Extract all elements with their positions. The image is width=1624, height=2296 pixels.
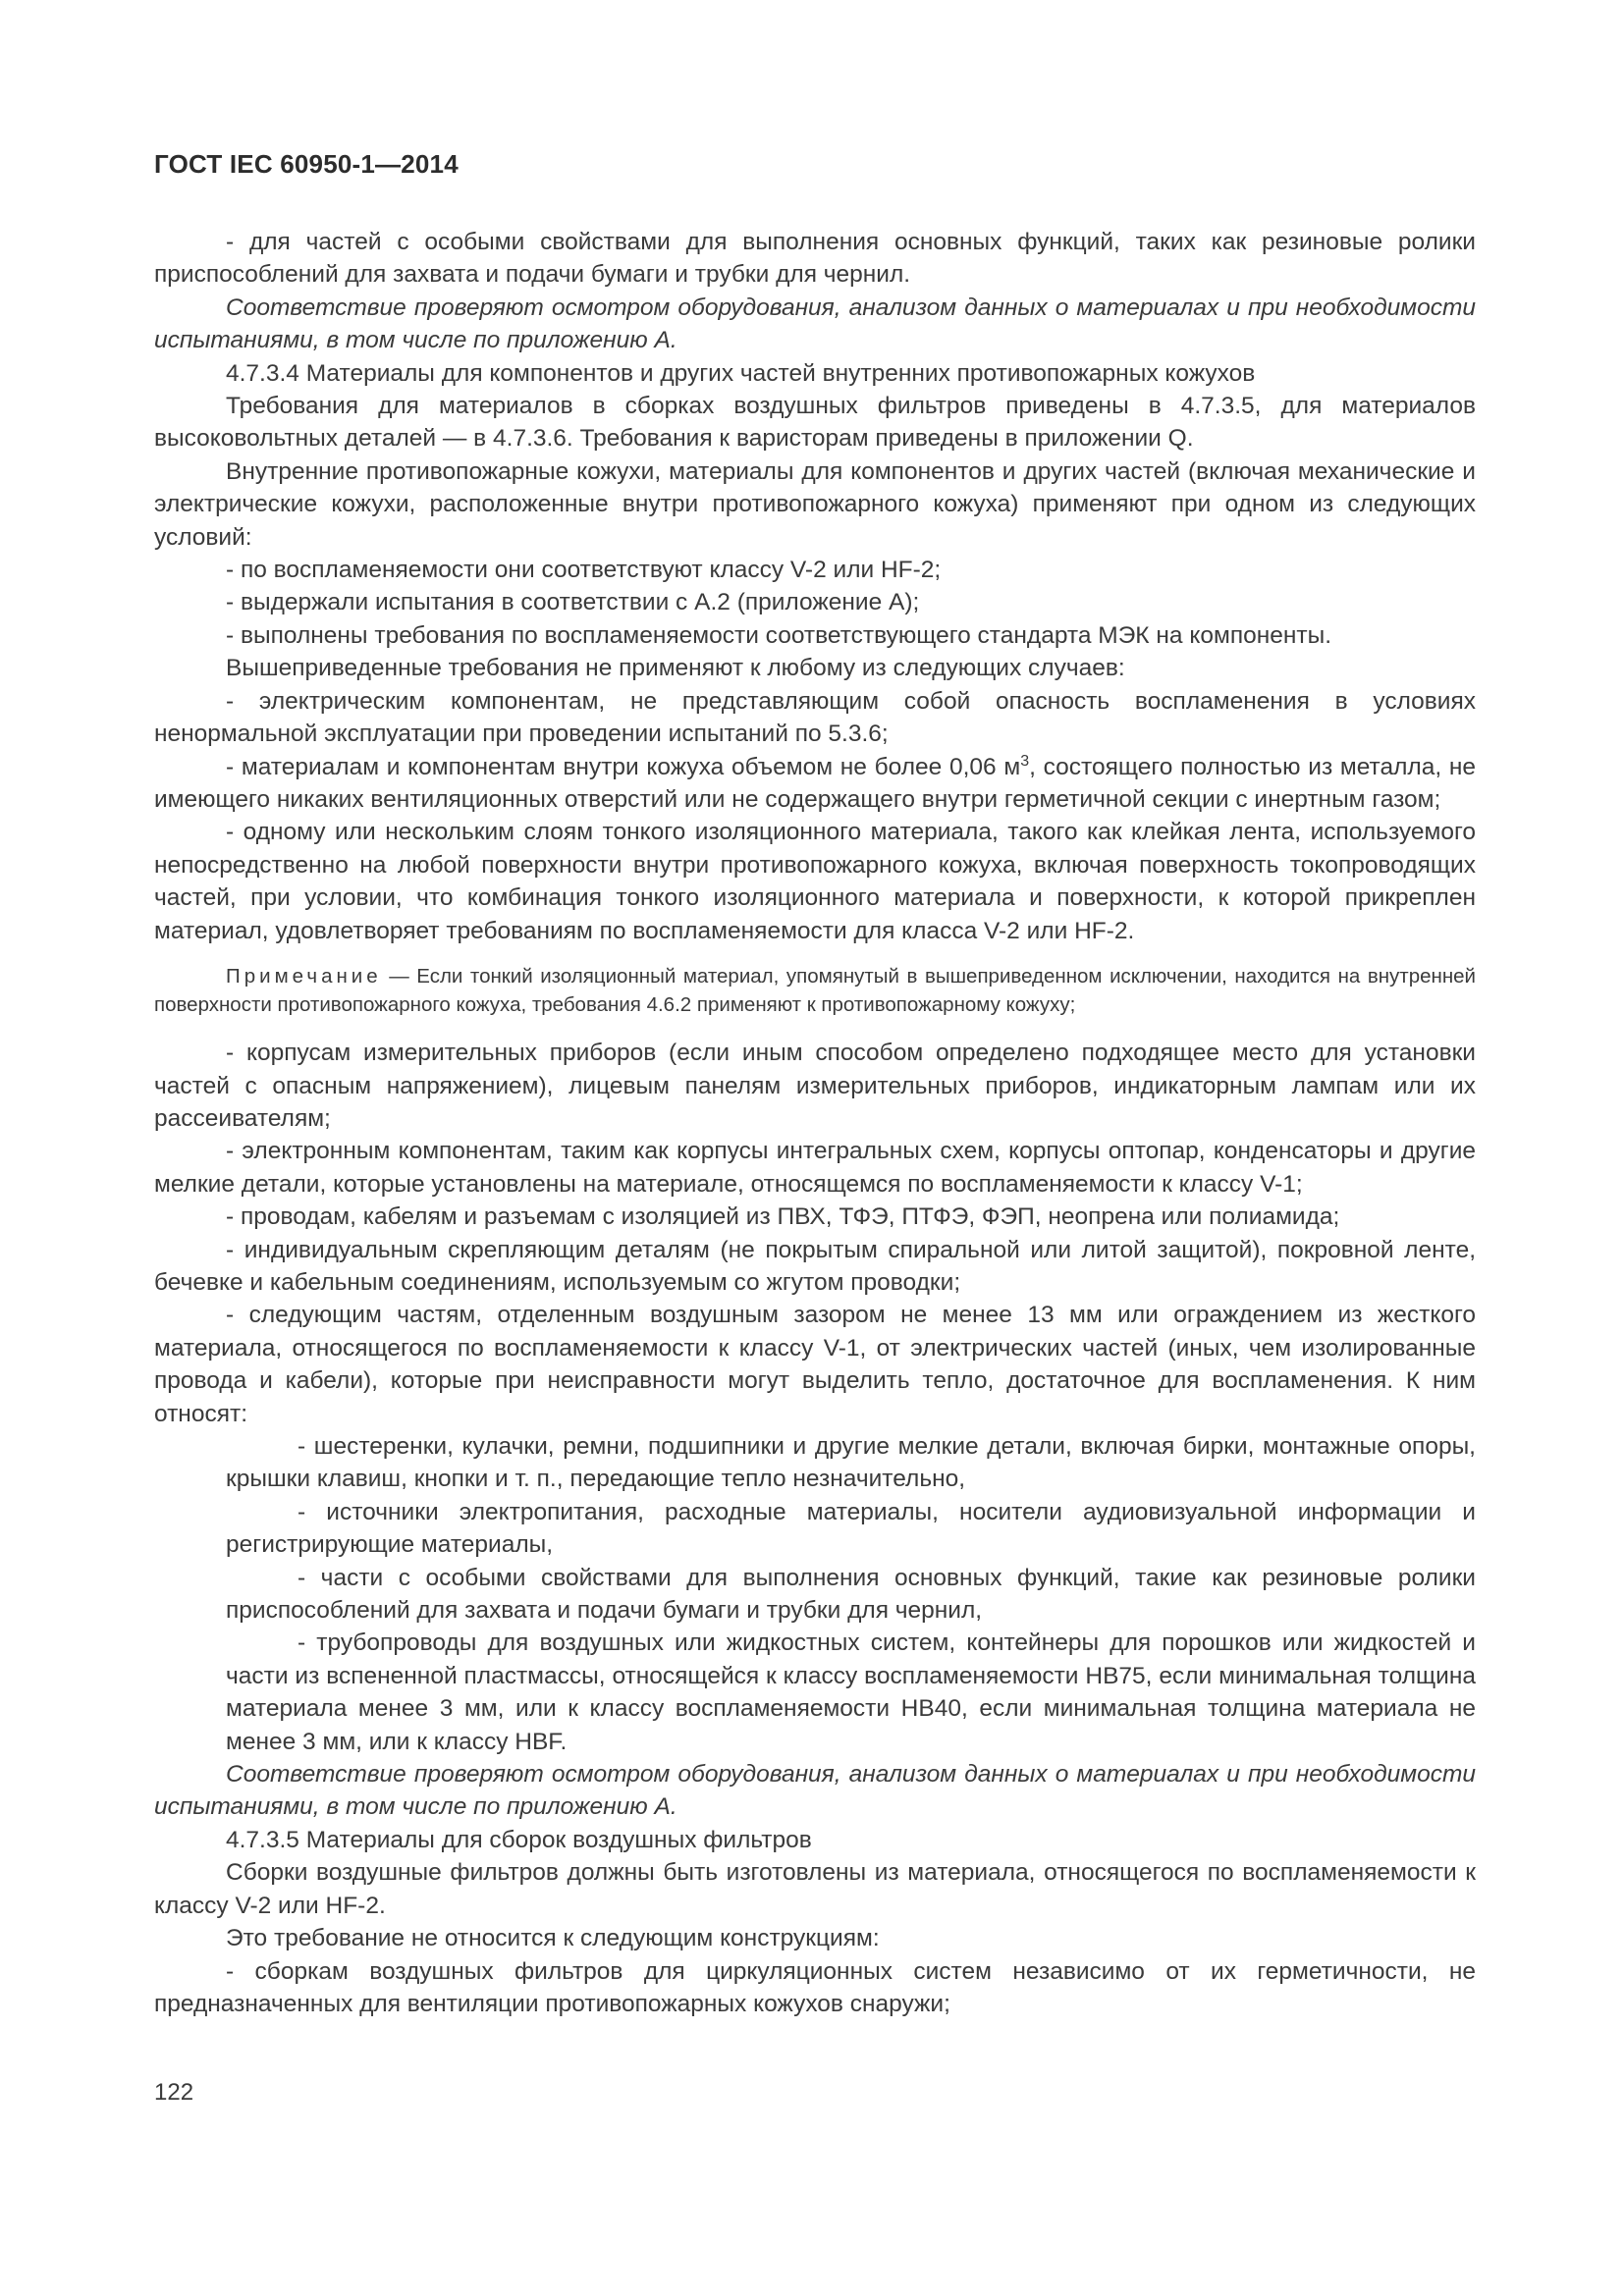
list-item: - электрическим компонентам, не представляющим собой опасность воспламенения в условиях ненормальной эксплуатации при проведении испытаний по 5.3.6; — [154, 687, 1476, 748]
note-text: — Если тонкий изоляционный материал, упомянутый в вышеприведенном исключении, находится на внутренней поверхности противопожарного кожуха, требования 4.6.2 применяют к противопожарному кожуху; — [154, 964, 1476, 1016]
paragraph: Вышеприведенные требования не применяют к любому из следующих случаев: — [226, 655, 1125, 682]
list-item: - по воспламеняемости они соответствуют классу V-2 или HF-2; — [226, 557, 942, 584]
note — [154, 963, 1476, 1019]
list-item: - проводам, кабелям и разъемам с изоляцией из ПВХ, ТФЭ, ПТФЭ, ФЭП, неопрена или полиамида; — [226, 1203, 1340, 1231]
list-item-text: , состоящего полностью из металла, не имеющего никаких вентиляционных отверстий или не содержащего внутри герметичной секции с инертным газом; — [154, 753, 1477, 813]
page-number: 122 — [154, 2079, 194, 2106]
list-item: - корпусам измерительных приборов (если иным способом определено подходящее место для установки частей с опасным напряжением), лицевым панелям измерительных приборов, индикаторным лампам или их рассеивателям; — [154, 1040, 1476, 1132]
list-item: - электронным компонентам, таким как корпусы интегральных схем, корпусы оптопар, конденсаторы и другие мелкие детали, которые установлены на материале, относящемся по воспламеняемости к классу V-1; — [154, 1138, 1476, 1198]
list-item-text: - материалам и компонентам внутри кожуха объемом не более 0,06 м — [226, 753, 1021, 780]
compliance-paragraph: Соответствие проверяют осмотром оборудования, анализом данных о материалах и при необходимости испытаниями, в том числе по приложению А. — [154, 1761, 1476, 1821]
paragraph: Сборки воздушные фильтров должны быть изготовлены из материала, относящегося по воспламеняемости к классу V-2 или HF-2. — [154, 1859, 1476, 1919]
compliance-paragraph: Соответствие проверяют осмотром оборудования, анализом данных о материалах и при необходимости испытаниями, в том числе по приложению А. — [154, 294, 1476, 354]
list-item: - выдержали испытания в соответствии с А.2 (приложение А); — [226, 589, 920, 616]
sub-list-item: - части с особыми свойствами для выполнения основных функций, такие как резиновые ролики приспособлений для захвата и подачи бумаги и трубки для чернил, — [226, 1564, 1476, 1625]
superscript: 3 — [1020, 752, 1030, 770]
note-label: Примечание — [226, 964, 382, 988]
paragraph: Внутренние противопожарные кожухи, материалы для компонентов и других частей (включая механические и электрические кожухи, расположенные внутри противопожарного кожуха) применяют при одном из следующих условий: — [154, 457, 1476, 551]
list-item — [154, 751, 1476, 817]
list-item: - одному или нескольким слоям тонкого изоляционного материала, такого как клейкая лента, используемого непосредственно на любой поверхности внутри противопожарного кожуха, включая поверхность токопроводящих частей, при условии, что комбинация тонкого изоляционного материала и поверхности, к которой прикреплен материал, удовлетворяет требованиям по воспламеняемости для класса V-2 или HF-2. — [154, 819, 1476, 944]
list-item: - следующим частям, отделенным воздушным зазором не менее 13 мм или ограждением из жесткого материала, относящегося по воспламеняемости к классу V-1, от электрических частей (иных, чем изолированные провода и кабели), которые при неисправности могут выделить тепло, достаточное для воспламенения. К ним относят: — [154, 1302, 1476, 1427]
paragraph: - для частей с особыми свойствами для выполнения основных функций, таких как резиновые ролики приспособлений для захвата и подачи бумаги и трубки для чернил. — [154, 229, 1476, 289]
paragraph: Это требование не относится к следующим конструкциям: — [226, 1925, 880, 1952]
document-body — [154, 226, 1476, 2020]
document-header: ГОСТ IEC 60950-1—2014 — [154, 149, 459, 179]
list-item: - выполнены требования по воспламеняемости соответствующего стандарта МЭК на компоненты. — [226, 621, 1332, 649]
list-item: - индивидуальным скрепляющим деталям (не покрытым спиральной или литой защитой), покровной ленте, бечевке и кабельным соединениям, используемым со жгутом проводки; — [154, 1236, 1476, 1296]
sub-list-item: - трубопроводы для воздушных или жидкостных систем, контейнеры для порошков или жидкостей и части из вспененной пластмассы, относящейся к классу воспламеняемости НВ75, если минимальная толщина материала менее 3 мм, или к классу воспламеняемости НВ40, если минимальная толщина материала не менее 3 мм, или к классу HBF. — [226, 1629, 1476, 1755]
sub-list-item: - шестеренки, кулачки, ремни, подшипники и другие мелкие детали, включая бирки, монтажные опоры, крышки клавиш, кнопки и т. п., передающие тепло незначительно, — [226, 1433, 1476, 1493]
list-item: - сборкам воздушных фильтров для циркуляционных систем независимо от их герметичности, не предназначенных для вентиляции противопожарных кожухов снаружи; — [154, 1957, 1476, 2017]
paragraph: Требования для материалов в сборках воздушных фильтров приведены в 4.7.3.5, для материалов высоковольтных деталей — в 4.7.3.6. Требования к варисторам приведены в приложении Q. — [154, 393, 1476, 453]
sub-list-item: - источники электропитания, расходные материалы, носители аудиовизуальной информации и регистрирующие материалы, — [226, 1498, 1476, 1559]
section-heading: 4.7.3.4 Материалы для компонентов и других частей внутренних противопожарных кожухов — [226, 359, 1256, 387]
section-heading: 4.7.3.5 Материалы для сборок воздушных фильтров — [226, 1826, 812, 1853]
